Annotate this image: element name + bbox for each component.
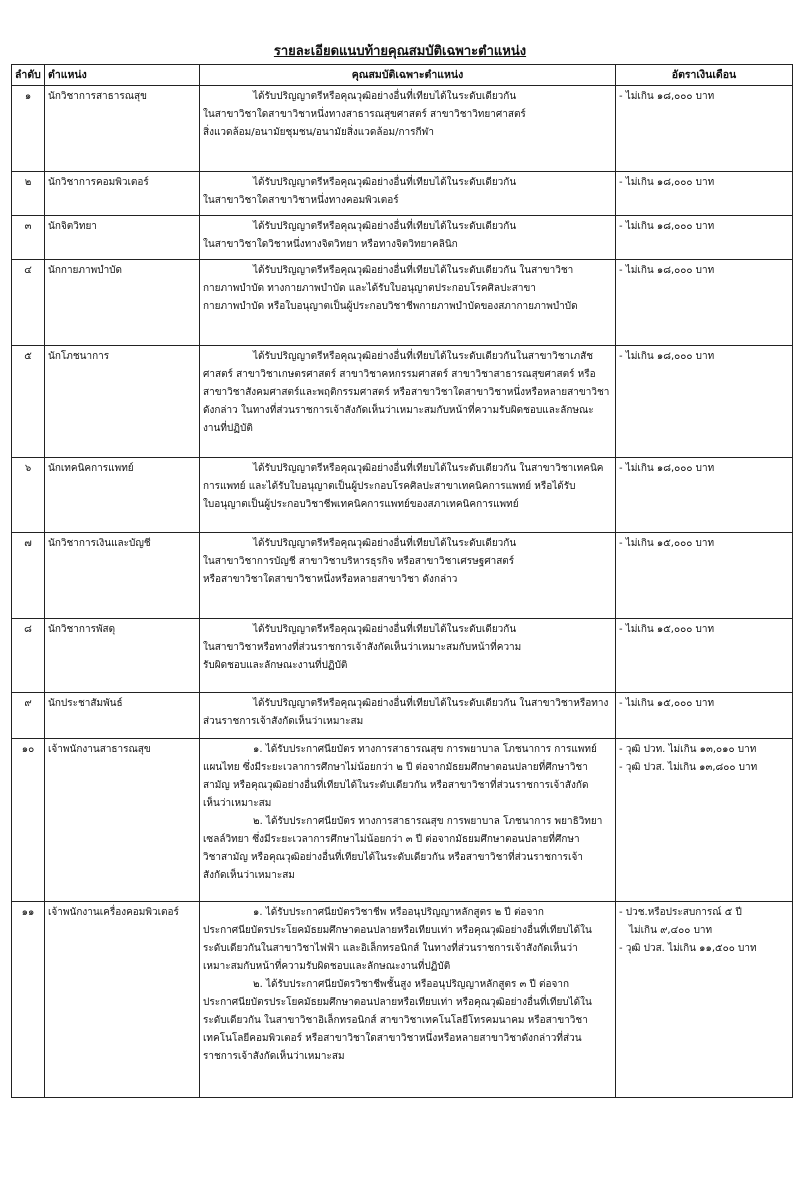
header-qualification: คุณสมบัติเฉพาะตำแหน่ง (200, 65, 616, 86)
salary-text: - ไม่เกิน ๑๕,๐๐๐ บาท (616, 533, 793, 619)
position-name: นักจิตวิทยา (45, 216, 200, 260)
salary-text: - ไม่เกิน ๑๘,๐๐๐ บาท (616, 346, 793, 458)
row-number: ๓ (12, 216, 45, 260)
table-row (12, 619, 793, 693)
row-number: ๔ (12, 260, 45, 346)
row-number: ๘ (12, 619, 45, 693)
row-number: ๒ (12, 172, 45, 216)
table-row (12, 260, 793, 346)
table-row (12, 693, 793, 739)
qualification-text: ๑. ได้รับประกาศนียบัตร ทางการสาธารณสุข การพยาบาล โภชนาการ การแพทย์ แผนไทย ซึ่งมีระยะเวลาการศึกษาไม่น้อยกว่า ๒ ปี ต่อจากมัธยมศึกษาตอนปลายที่ศึกษาวิชา สามัญ หรือคุณวุฒิอย่างอื่นที่เทียบได้ในระดับเดียวกัน หรือสาขาวิชาที่ส่วนราชการเจ้าสังกัด เห็นว่าเหมาะสม ๒. ได้รับประกาศนียบัตร ทางการสาธารณสุข การพยาบาล โภชนาการ พยาธิวิทยา เซลล์วิทยา ซึ่งมีระยะเวลาการศึกษาไม่น้อยกว่า ๓ ปี ต่อจากมัธยมศึกษาตอนปลายที่ศึกษา วิชาสามัญ หรือคุณวุฒิอย่างอื่นที่เทียบได้ในระดับเดียวกัน หรือสาขาวิชาที่ส่วนราชการเจ้า สังกัดเห็นว่าเหมาะสม (200, 739, 616, 902)
salary-text: - ไม่เกิน ๑๕,๐๐๐ บาท (616, 619, 793, 693)
position-name: เจ้าพนักงานสาธารณสุข (45, 739, 200, 902)
qualification-table (11, 64, 793, 1098)
qualification-text: ๑. ได้รับประกาศนียบัตรวิชาชีพ หรืออนุปริญญาหลักสูตร ๒ ปี ต่อจาก ประกาศนียบัตรประโยคมัธยมศึกษาตอนปลายหรือเทียบเท่า หรือคุณวุฒิอย่างอื่นที่เทียบได้ใน ระดับเดียวกันในสาขาวิชาไฟฟ้า และอิเล็กทรอนิกส์ ในทางที่ส่วนราชการเจ้าสังกัดเห็นว่า เหมาะสมกับหน้าที่ความรับผิดชอบและลักษณะงานที่ปฏิบัติ ๒. ได้รับประกาศนียบัตรวิชาชีพชั้นสูง หรืออนุปริญญาหลักสูตร ๓ ปี ต่อจาก ประกาศนียบัตรประโยคมัธยมศึกษาตอนปลายหรือเทียบเท่า หรือคุณวุฒิอย่างอื่นที่เทียบได้ใน ระดับเดียวกัน ในสาขาวิชาอิเล็กทรอนิกส์ สาขาวิชาเทคโนโลยีโทรคมนาคม หรือสาขาวิชา เทคโนโลยีคอมพิวเตอร์ หรือสาขาวิชาใดสาขาวิชาหนึ่งหรือหลายสาขาวิชาดังกล่าวที่ส่วน ราชการเจ้าสังกัดเห็นว่าเหมาะสม (200, 902, 616, 1098)
row-number: ๖ (12, 458, 45, 533)
position-name: นักกายภาพบำบัด (45, 260, 200, 346)
table-row (12, 346, 793, 458)
qualification-text: ได้รับปริญญาตรีหรือคุณวุฒิอย่างอื่นที่เทียบได้ในระดับเดียวกันในสาขาวิชาเภสัช ศาสตร์ สาขาวิชาเกษตรศาสตร์ สาขาวิชาคหกรรมศาสตร์ สาขาวิชาสาธารณสุขศาสตร์ หรือ สาขาวิชาสังคมศาสตร์และพฤติกรรมศาสตร์ หรือสาขาวิชาใดสาขาวิชาหนึ่งหรือหลายสาขาวิชา ดังกล่าว ในทางที่ส่วนราชการเจ้าสังกัดเห็นว่าเหมาะสมกับหน้าที่ความรับผิดชอบและลักษณะ งานที่ปฏิบัติ (200, 346, 616, 458)
salary-text: - ปวช.หรือประสบการณ์ ๕ ปี ไม่เกิน ๙,๔๐๐ บาท - วุฒิ ปวส. ไม่เกิน ๑๑,๕๐๐ บาท (616, 902, 793, 1098)
position-name: นักโภชนาการ (45, 346, 200, 458)
position-name: นักวิชาการสาธารณสุข (45, 86, 200, 172)
header-salary: อัตราเงินเดือน (616, 65, 793, 86)
row-number: ๕ (12, 346, 45, 458)
header-position: ตำแหน่ง (45, 65, 200, 86)
table-row (12, 902, 793, 1098)
salary-text: - ไม่เกิน ๑๘,๐๐๐ บาท (616, 260, 793, 346)
position-name: นักวิชาการเงินและบัญชี (45, 533, 200, 619)
salary-text: - ไม่เกิน ๑๘,๐๐๐ บาท (616, 458, 793, 533)
salary-text: - ไม่เกิน ๑๘,๐๐๐ บาท (616, 172, 793, 216)
table-row (12, 533, 793, 619)
position-name: นักวิชาการคอมพิวเตอร์ (45, 172, 200, 216)
position-name: นักเทคนิคการแพทย์ (45, 458, 200, 533)
row-number: ๑๐ (12, 739, 45, 902)
row-number: ๑ (12, 86, 45, 172)
qualification-text: ได้รับปริญญาตรีหรือคุณวุฒิอย่างอื่นที่เทียบได้ในระดับเดียวกัน ในสาขาวิชาใดสาขาวิชาหนึ่งทางคอมพิวเตอร์ (200, 172, 616, 216)
table-header-row (12, 65, 793, 86)
qualification-text: ได้รับปริญญาตรีหรือคุณวุฒิอย่างอื่นที่เทียบได้ในระดับเดียวกัน ในสาขาวิชาเทคนิค การแพทย์ และได้รับใบอนุญาตเป็นผู้ประกอบโรคศิลปะสาขาเทคนิคการแพทย์ หรือได้รับ ใบอนุญาตเป็นผู้ประกอบวิชาชีพเทคนิคการแพทย์ของสภาเทคนิคการแพทย์ (200, 458, 616, 533)
table-row (12, 216, 793, 260)
table-row (12, 458, 793, 533)
position-name: นักประชาสัมพันธ์ (45, 693, 200, 739)
table-row (12, 86, 793, 172)
qualification-text: ได้รับปริญญาตรีหรือคุณวุฒิอย่างอื่นที่เทียบได้ในระดับเดียวกัน ในสาขาวิชาใดวิชาหนึ่งทางจิตวิทยา หรือทางจิตวิทยาคลินิก (200, 216, 616, 260)
salary-text: - ไม่เกิน ๑๘,๐๐๐ บาท (616, 216, 793, 260)
row-number: ๙ (12, 693, 45, 739)
qualification-text: ได้รับปริญญาตรีหรือคุณวุฒิอย่างอื่นที่เทียบได้ในระดับเดียวกัน ในสาขาวิชาหรือทาง ส่วนราชการเจ้าสังกัดเห็นว่าเหมาะสม (200, 693, 616, 739)
position-name: เจ้าพนักงานเครื่องคอมพิวเตอร์ (45, 902, 200, 1098)
document-title: รายละเอียดแนบท้ายคุณสมบัติเฉพาะตำแหน่ง (273, 44, 527, 59)
salary-text: - ไม่เกิน ๑๕,๐๐๐ บาท (616, 693, 793, 739)
qualification-text: ได้รับปริญญาตรีหรือคุณวุฒิอย่างอื่นที่เทียบได้ในระดับเดียวกัน ในสาขาวิชา กายภาพบำบัด ทางกายภาพบำบัด และได้รับใบอนุญาตประกอบโรคศิลปะสาขา กายภาพบำบัด หรือใบอนุญาตเป็นผู้ประกอบวิชาชีพกายภาพบำบัดของสภากายภาพบำบัด (200, 260, 616, 346)
table-row (12, 172, 793, 216)
qualification-text: ได้รับปริญญาตรีหรือคุณวุฒิอย่างอื่นที่เทียบได้ในระดับเดียวกัน ในสาขาวิชาการบัญชี สาขาวิชาบริหารธุรกิจ หรือสาขาวิชาเศรษฐศาสตร์ หรือสาขาวิชาใดสาขาวิชาหนึ่งหรือหลายสาขาวิชา ดังกล่าว (200, 533, 616, 619)
header-no: ลำดับ (12, 65, 45, 86)
table-row (12, 739, 793, 902)
row-number: ๗ (12, 533, 45, 619)
position-name: นักวิชาการพัสดุ (45, 619, 200, 693)
salary-text: - วุฒิ ปวท. ไม่เกิน ๑๓,๐๑๐ บาท - วุฒิ ปวส. ไม่เกิน ๑๓,๘๐๐ บาท (616, 739, 793, 902)
row-number: ๑๑ (12, 902, 45, 1098)
qualification-text: ได้รับปริญญาตรีหรือคุณวุฒิอย่างอื่นที่เทียบได้ในระดับเดียวกัน ในสาขาวิชาหรือทางที่ส่วนราชการเจ้าสังกัดเห็นว่าเหมาะสมกับหน้าที่ความ รับผิดชอบและลักษณะงานที่ปฏิบัติ (200, 619, 616, 693)
salary-text: - ไม่เกิน ๑๘,๐๐๐ บาท (616, 86, 793, 172)
qualification-text: ได้รับปริญญาตรีหรือคุณวุฒิอย่างอื่นที่เทียบได้ในระดับเดียวกัน ในสาขาวิชาใดสาขาวิชาหนึ่งทางสาธารณสุขศาสตร์ สาขาวิชาวิทยาศาสตร์ สิ่งแวดล้อม/อนามัยชุมชน/อนามัยสิ่งแวดล้อม/การกีฬา (200, 86, 616, 172)
